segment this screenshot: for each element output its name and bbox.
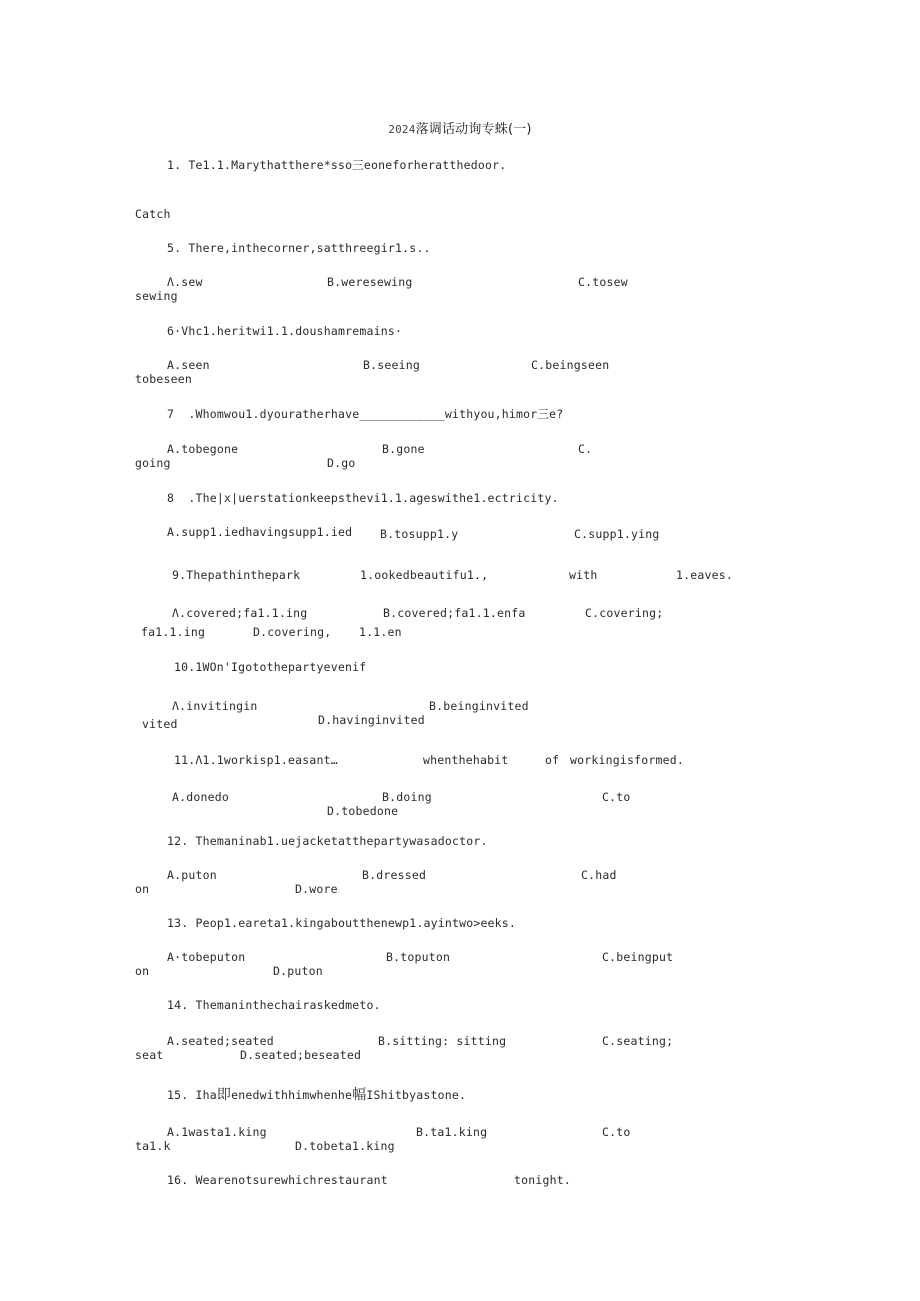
question-15-text-3: IShitbyastone.: [366, 1088, 467, 1102]
question-9-part-3: with: [569, 568, 598, 582]
question-5-option-b: B.weresewing: [327, 275, 413, 289]
question-12-option-b: B.dressed: [362, 868, 427, 882]
question-14-option-a: A.seated;seated: [167, 1034, 274, 1048]
question-9-option-d-cont: 1.1.en: [359, 625, 402, 639]
question-14-option-c-cont: seat: [135, 1048, 164, 1062]
question-5: 5. There,inthecorner,satthreegir1.s..: [167, 241, 431, 255]
title-year: 2024: [388, 123, 416, 136]
question-16-part-1: 16. Wearenotsurewhichrestaurant: [167, 1173, 388, 1187]
question-7-option-c-cont: going: [135, 456, 171, 470]
question-12-option-a: A.puton: [167, 868, 217, 882]
question-10: 10.1WOn'Igotothepartyevenif: [174, 660, 367, 674]
question-15-option-b: B.ta1.king: [416, 1125, 488, 1139]
question-13-option-d: D.puton: [273, 964, 323, 978]
question-7: 7 .Whomwou1.dyouratherhave____________withyou,himor三e?: [167, 407, 564, 421]
question-15-option-d: D.tobeta1.king: [295, 1139, 395, 1153]
question-12: 12. Themaninab1.uejacketatthepartywasadoctor.: [167, 834, 488, 848]
question-11-option-d: D.tobedone: [327, 804, 399, 818]
question-5-option-a: Λ.sew: [167, 275, 203, 289]
question-12-option-c: C.had: [581, 868, 617, 882]
question-5-option-d: sewing: [135, 289, 178, 303]
question-10-option-a: Λ.invitingin: [172, 699, 258, 713]
question-1-answer-label: Catch: [135, 207, 171, 221]
question-9-part-4: 1.eaves.: [676, 568, 733, 582]
question-11-part-3: of: [545, 753, 560, 767]
question-6-option-a: A.seen: [167, 358, 210, 372]
question-11-option-a: A.donedo: [172, 790, 229, 804]
question-14-option-b: B.sitting: sitting: [378, 1034, 507, 1048]
page-title: [0, 118, 920, 137]
question-11-option-b: B.doing: [382, 790, 432, 804]
question-8-option-a: A.supp1.iedhavingsupp1.ied: [167, 525, 353, 539]
question-14-option-c: C.seating;: [602, 1034, 674, 1048]
question-9-option-b: B.covered;fa1.1.enfa: [383, 606, 526, 620]
question-7-option-b: B.gone: [382, 442, 425, 456]
question-9-part-2: 1.ookedbeautifu1.,: [360, 568, 489, 582]
question-6-option-b: B.seeing: [363, 358, 420, 372]
question-15-option-a: A.1wasta1.king: [167, 1125, 267, 1139]
question-15-glyph-1: 即: [216, 1087, 232, 1103]
question-9-part-1: 9.Thepathinthepark: [172, 568, 301, 582]
question-12-option-c-cont: on: [135, 882, 150, 896]
question-15-option-c: C.to: [602, 1125, 631, 1139]
question-6-option-d: tobeseen: [135, 372, 192, 386]
question-8-option-c: C.supp1.ying: [574, 527, 660, 541]
question-14: 14. Themaninthechairaskedmeto.: [167, 998, 381, 1012]
question-10-option-d: D.havinginvited: [318, 713, 425, 727]
question-13: 13. Peop1.eareta1.kingaboutthenewp1.ayintwo>eeks.: [167, 916, 517, 930]
question-11-part-4: workingisformed.: [570, 753, 684, 767]
question-15-text-1: 15. Iha: [167, 1088, 217, 1102]
question-12-option-d: D.wore: [295, 882, 338, 896]
question-9-option-d: D.covering,: [253, 625, 332, 639]
question-15-glyph-2: 幅: [352, 1087, 367, 1103]
question-1: 1. Te1.1.Marythatthere*sso三eoneforheratthedoor.: [167, 158, 507, 172]
question-15-text-2: enedwithhimwhenhe: [231, 1088, 353, 1102]
question-15: [167, 1088, 466, 1102]
question-6-option-c: C.beingseen: [531, 358, 610, 372]
question-7-option-a: A.tobegone: [167, 442, 239, 456]
question-11-part-2: whenthehabit: [423, 753, 509, 767]
question-13-option-c: C.beingput: [602, 950, 674, 964]
question-8-option-b: B.tosupp1.y: [380, 527, 459, 541]
question-16-part-2: tonight.: [514, 1173, 571, 1187]
question-11-part-1: 11.Λ1.1workisp1.easant…: [174, 753, 338, 767]
question-7-option-c: C.: [578, 442, 593, 456]
question-9-option-a: Λ.covered;fa1.1.ing: [172, 606, 308, 620]
question-9-option-c-cont: fa1.1.ing: [141, 625, 206, 639]
question-14-option-d: D.seated;beseated: [240, 1048, 362, 1062]
question-10-option-c-cont: vited: [142, 717, 178, 731]
question-5-option-c: C.tosew: [578, 275, 628, 289]
question-9-option-c: C.covering;: [585, 606, 664, 620]
question-13-option-a: A·tobeputon: [167, 950, 246, 964]
question-6: 6·Vhc1.heritwi1.1.doushamremains·: [167, 324, 403, 338]
question-8: 8 .The|x|uerstationkeepsthevi1.1.ageswithe1.ectricity.: [167, 491, 559, 505]
question-10-option-b: B.beinginvited: [429, 699, 529, 713]
question-15-option-c-cont: ta1.k: [135, 1139, 171, 1153]
question-7-option-d: D.go: [327, 456, 356, 470]
question-13-option-b: B.toputon: [386, 950, 451, 964]
question-11-option-c: C.to: [602, 790, 631, 804]
question-13-option-c-cont: on: [135, 964, 150, 978]
title-text: 落调话动询专蛛(一): [415, 122, 532, 137]
